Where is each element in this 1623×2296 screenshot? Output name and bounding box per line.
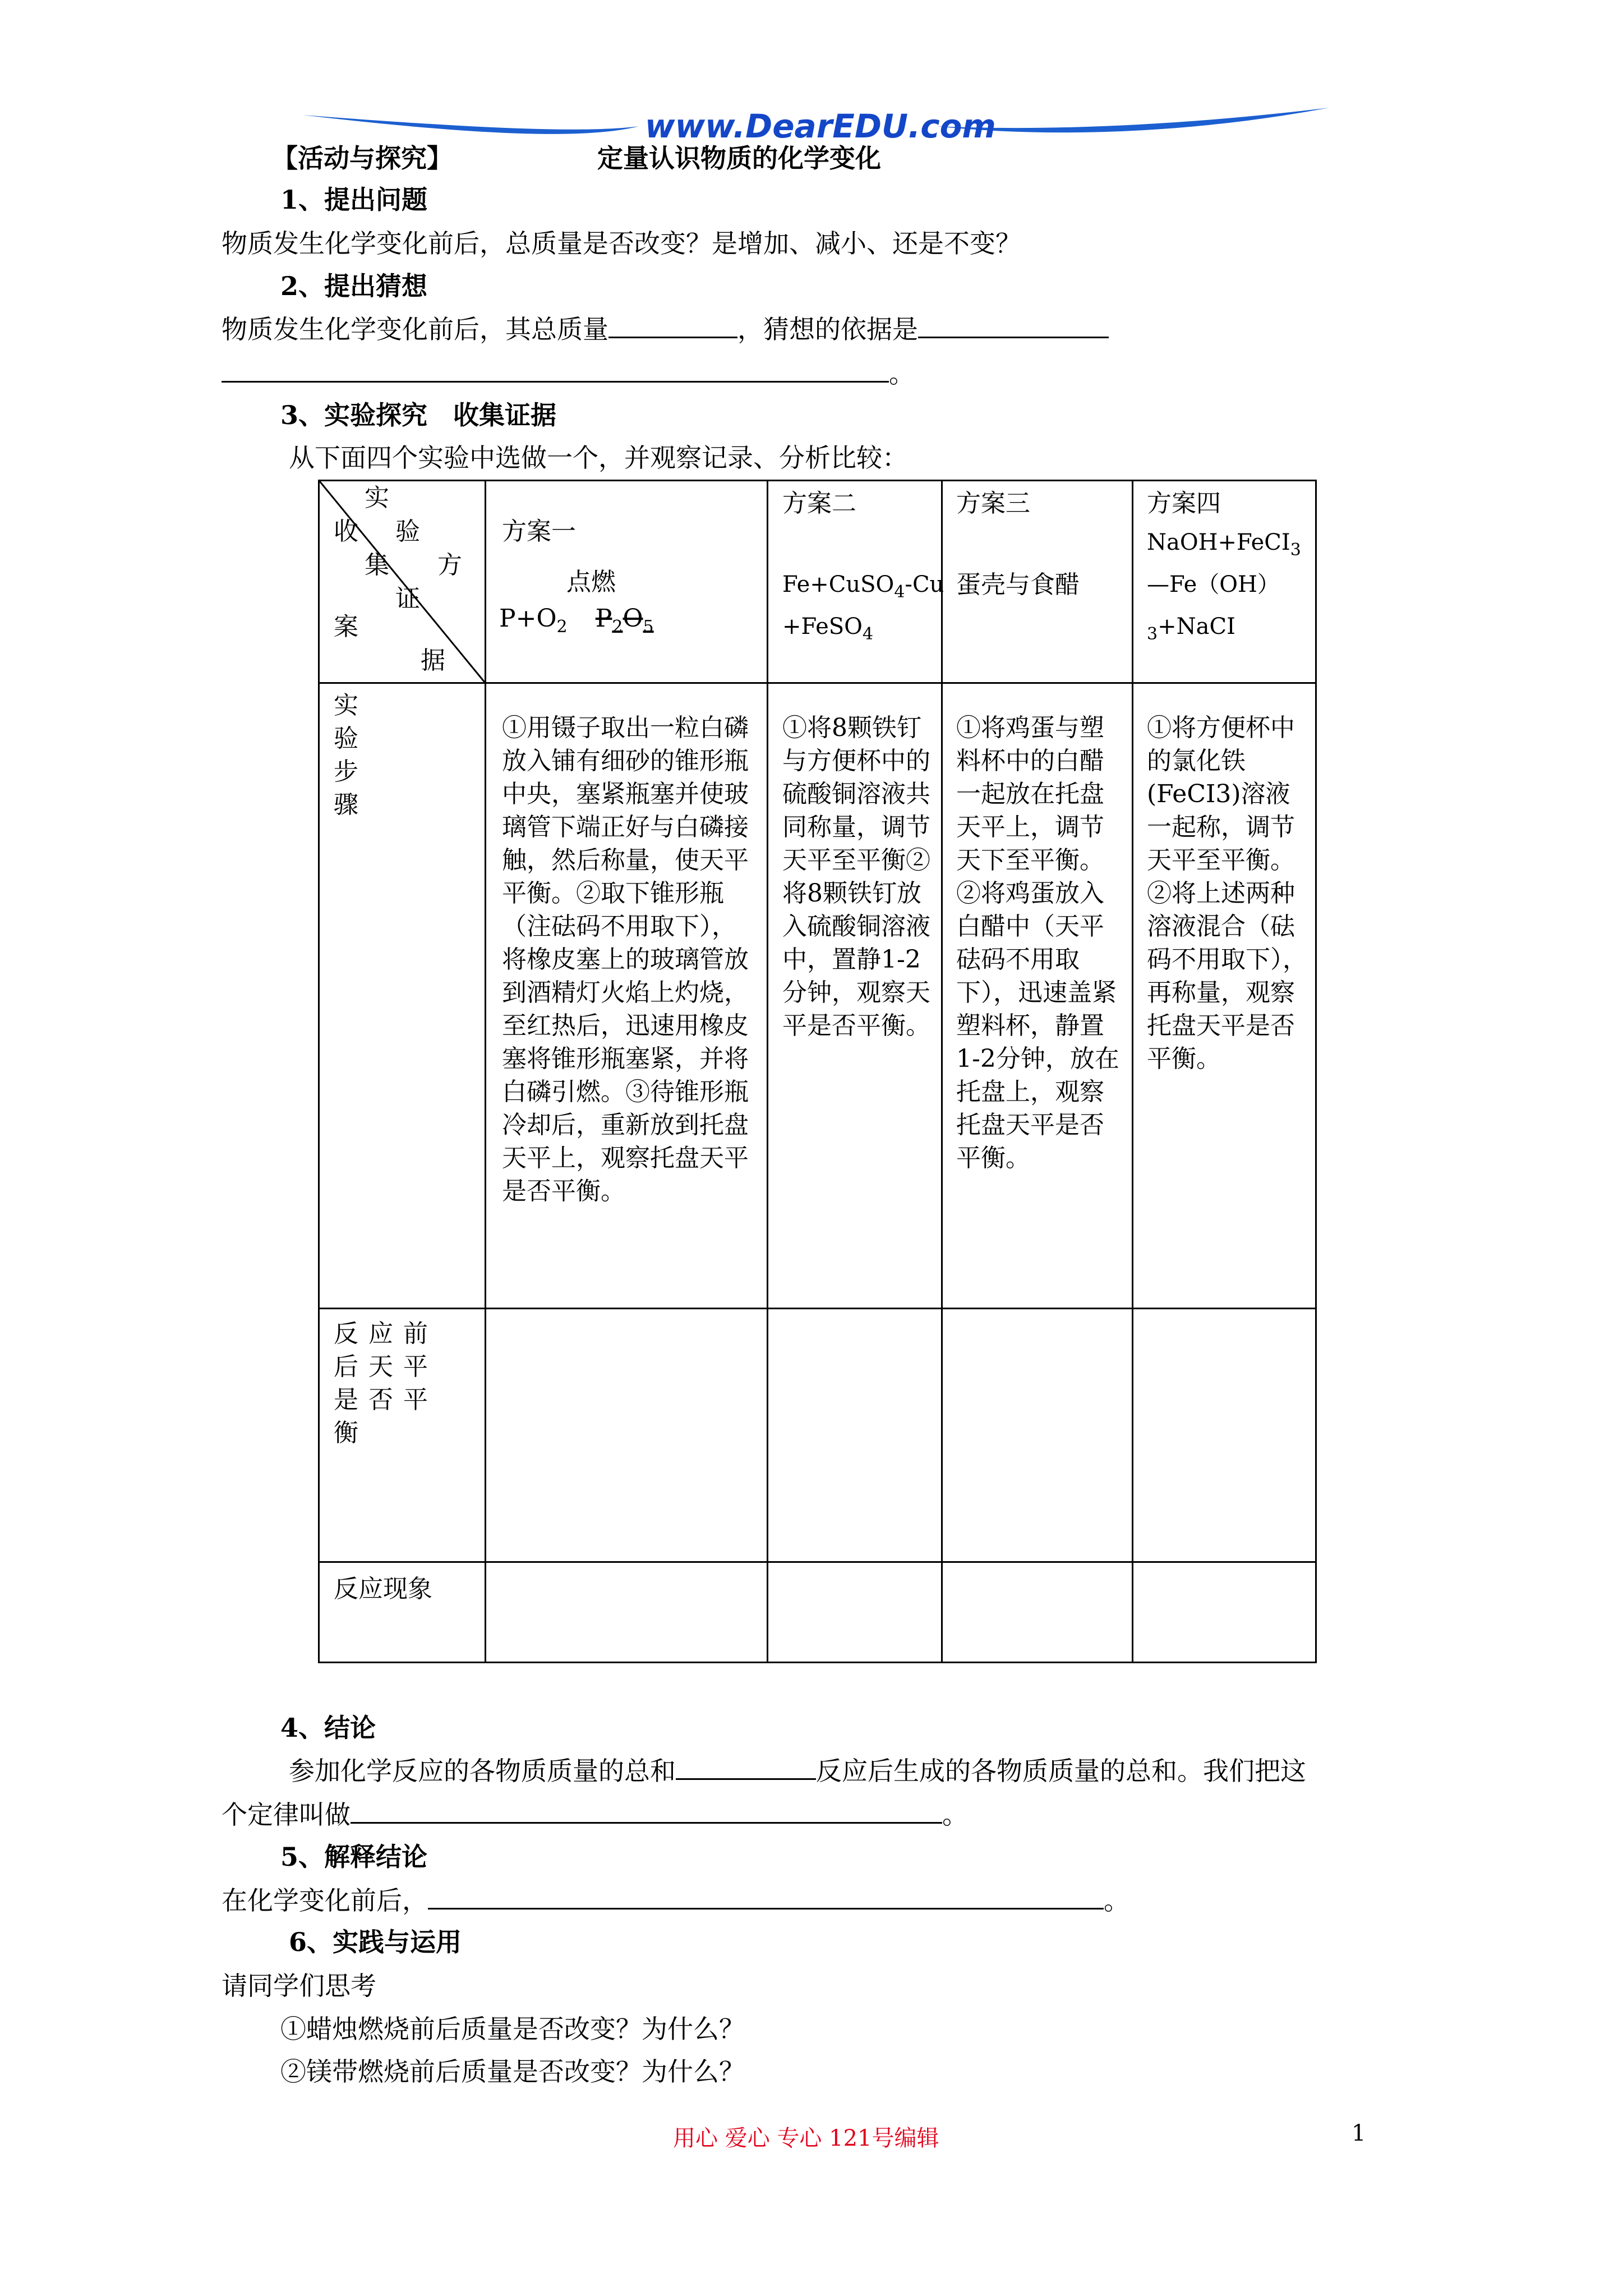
plan4-eq2: —Fe（OH）: [1147, 572, 1280, 597]
s2-line: [222, 312, 1109, 346]
corner-c7: 案: [334, 613, 358, 641]
plan1-label: 方案一: [502, 517, 576, 546]
page-number: 1: [1352, 2120, 1366, 2146]
plan1-balance-cell[interactable]: [488, 1312, 763, 1558]
blank-basis-cont[interactable]: [222, 356, 889, 383]
row-balance-label: 反应前后天平是否平衡: [334, 1319, 438, 1447]
blank-relation[interactable]: [676, 1754, 816, 1780]
blank-law-name[interactable]: [351, 1797, 942, 1824]
plan2-eq1: Fe+CuSO$_4$-Cu: [782, 572, 944, 602]
plan2-label: 方案二: [782, 489, 856, 518]
plan4-label: 方案四: [1147, 489, 1221, 518]
plan4-steps: ①将方便杯中的氯化铁(FeCI3)溶液一起称，调节天平至平衡。②将上述两种溶液混合（砝码不用取下），再称量，观察托盘天平是否平衡。: [1147, 714, 1307, 1073]
corner-c3: 验: [395, 517, 420, 546]
plan1-condition: 点燃: [566, 568, 616, 596]
s6-heading: 6、实践与运用: [289, 1927, 462, 1957]
row-steps-label: 实验步骤: [334, 691, 358, 819]
plan3-balance-cell[interactable]: [944, 1312, 1129, 1558]
plan2-balance-cell[interactable]: [770, 1312, 938, 1558]
plan4-eq3: $_3$+NaCI: [1147, 614, 1235, 644]
plan2-steps: ①将8颗铁钉与方便杯中的硫酸铜溶液共同称量，调节天平至平衡②将8颗铁钉放入硫酸铜溶液中，置静1-2分钟，观察天平是否平衡。: [782, 714, 930, 1040]
s2-heading: 2、提出猜想: [280, 271, 428, 301]
s1-text: 物质发生化学变化前后，总质量是否改变？是增加、减小、还是不变？: [222, 228, 1021, 259]
s5-heading: 5、解释结论: [280, 1842, 428, 1872]
s2-line2: [222, 356, 915, 390]
s4-text-b: 反应后生成的各物质质量的总和。我们把这: [816, 1756, 1306, 1786]
blank-basis[interactable]: [918, 312, 1109, 338]
plan3-label: 方案三: [956, 489, 1030, 518]
s2-text-b: ，猜想的依据是: [737, 314, 918, 344]
plan4-balance-cell[interactable]: [1135, 1312, 1315, 1558]
s4-text-c: 个定律叫做: [222, 1800, 351, 1830]
corner-c2: 收: [334, 517, 358, 546]
plan1-equation: $P+O_2$ $P_2O_5$: [499, 604, 654, 637]
plan4-eq1: NaOH+FeCI$_3$: [1147, 530, 1301, 560]
page-title: 定量认识物质的化学变化: [597, 143, 881, 173]
s4-line2: [222, 1797, 968, 1832]
s5-end: 。: [1104, 1885, 1129, 1916]
s1-heading: 1、提出问题: [280, 185, 428, 215]
blank-mass[interactable]: [608, 312, 737, 338]
footer-text: 用心 爱心 专心 121号编辑: [673, 2125, 939, 2151]
row-phenomenon-label: 反应现象: [334, 1575, 432, 1603]
s4-heading: 4、结论: [280, 1713, 376, 1743]
activity-tag: 【活动与探究】: [272, 143, 453, 173]
plan3-desc: 蛋壳与食醋: [956, 570, 1080, 599]
s2-end: 。: [889, 358, 915, 389]
s6-q1: ①蜡烛燃烧前后质量是否改变？为什么？: [280, 2014, 745, 2044]
s5-text: 在化学变化前后，: [222, 1885, 428, 1916]
s5-line: [222, 1883, 1129, 1917]
plan1-steps: ①用镊子取出一粒白磷放入铺有细砂的锥形瓶中央，塞紧瓶塞并使玻璃管下端正好与白磷接触，然后称量，使天平平衡。②取下锥形瓶（注砝码不用取下），将橡皮塞上的玻璃管放到酒精灯火焰上灼烧，至红热后，迅速用橡皮塞将锥形瓶塞紧，并将白磷引燃。③待锥形瓶冷却后，重新放到托盘天平上，观察托盘天平是否平衡。: [502, 714, 749, 1205]
experiment-table: [318, 480, 1317, 1663]
plan2-eq2: +FeSO$_4$: [782, 614, 874, 644]
banner-swoosh-left: [303, 115, 639, 134]
plan2-phenomenon-cell[interactable]: [770, 1565, 938, 1660]
plan4-phenomenon-cell[interactable]: [1135, 1565, 1315, 1660]
corner-c5: 方: [437, 551, 462, 579]
site-name: www.DearEDU.com: [645, 107, 996, 145]
s4-text-a: 参加化学反应的各物质质量的总和: [289, 1756, 676, 1786]
s4-line1: [289, 1754, 1306, 1788]
plan1-phenomenon-cell[interactable]: [488, 1565, 763, 1660]
s2-text-a: 物质发生化学变化前后，其总质量: [222, 314, 608, 344]
s4-end: 。: [942, 1800, 968, 1830]
corner-c1: 实: [365, 484, 389, 512]
corner-c6: 证: [395, 585, 420, 613]
s3-intro: 从下面四个实验中选做一个，并观察记录、分析比较：: [289, 443, 908, 473]
s6-intro: 请同学们思考: [222, 1971, 376, 2001]
corner-c4: 集: [365, 551, 389, 579]
s3-heading: 3、实验探究 收集证据: [280, 400, 557, 430]
plan3-phenomenon-cell[interactable]: [944, 1565, 1129, 1660]
corner-c8: 据: [421, 646, 445, 675]
plan3-steps: ①将鸡蛋与塑料杯中的白醋一起放在托盘天平上，调节天下至平衡。②将鸡蛋放入白醋中（天平砝码不用取下），迅速盖紧塑料杯，静置1-2分钟，放在托盘上，观察托盘天平是否平衡。: [956, 714, 1119, 1172]
s6-q2: ②镁带燃烧前后质量是否改变？为什么？: [280, 2056, 745, 2087]
blank-explanation[interactable]: [428, 1883, 1104, 1910]
